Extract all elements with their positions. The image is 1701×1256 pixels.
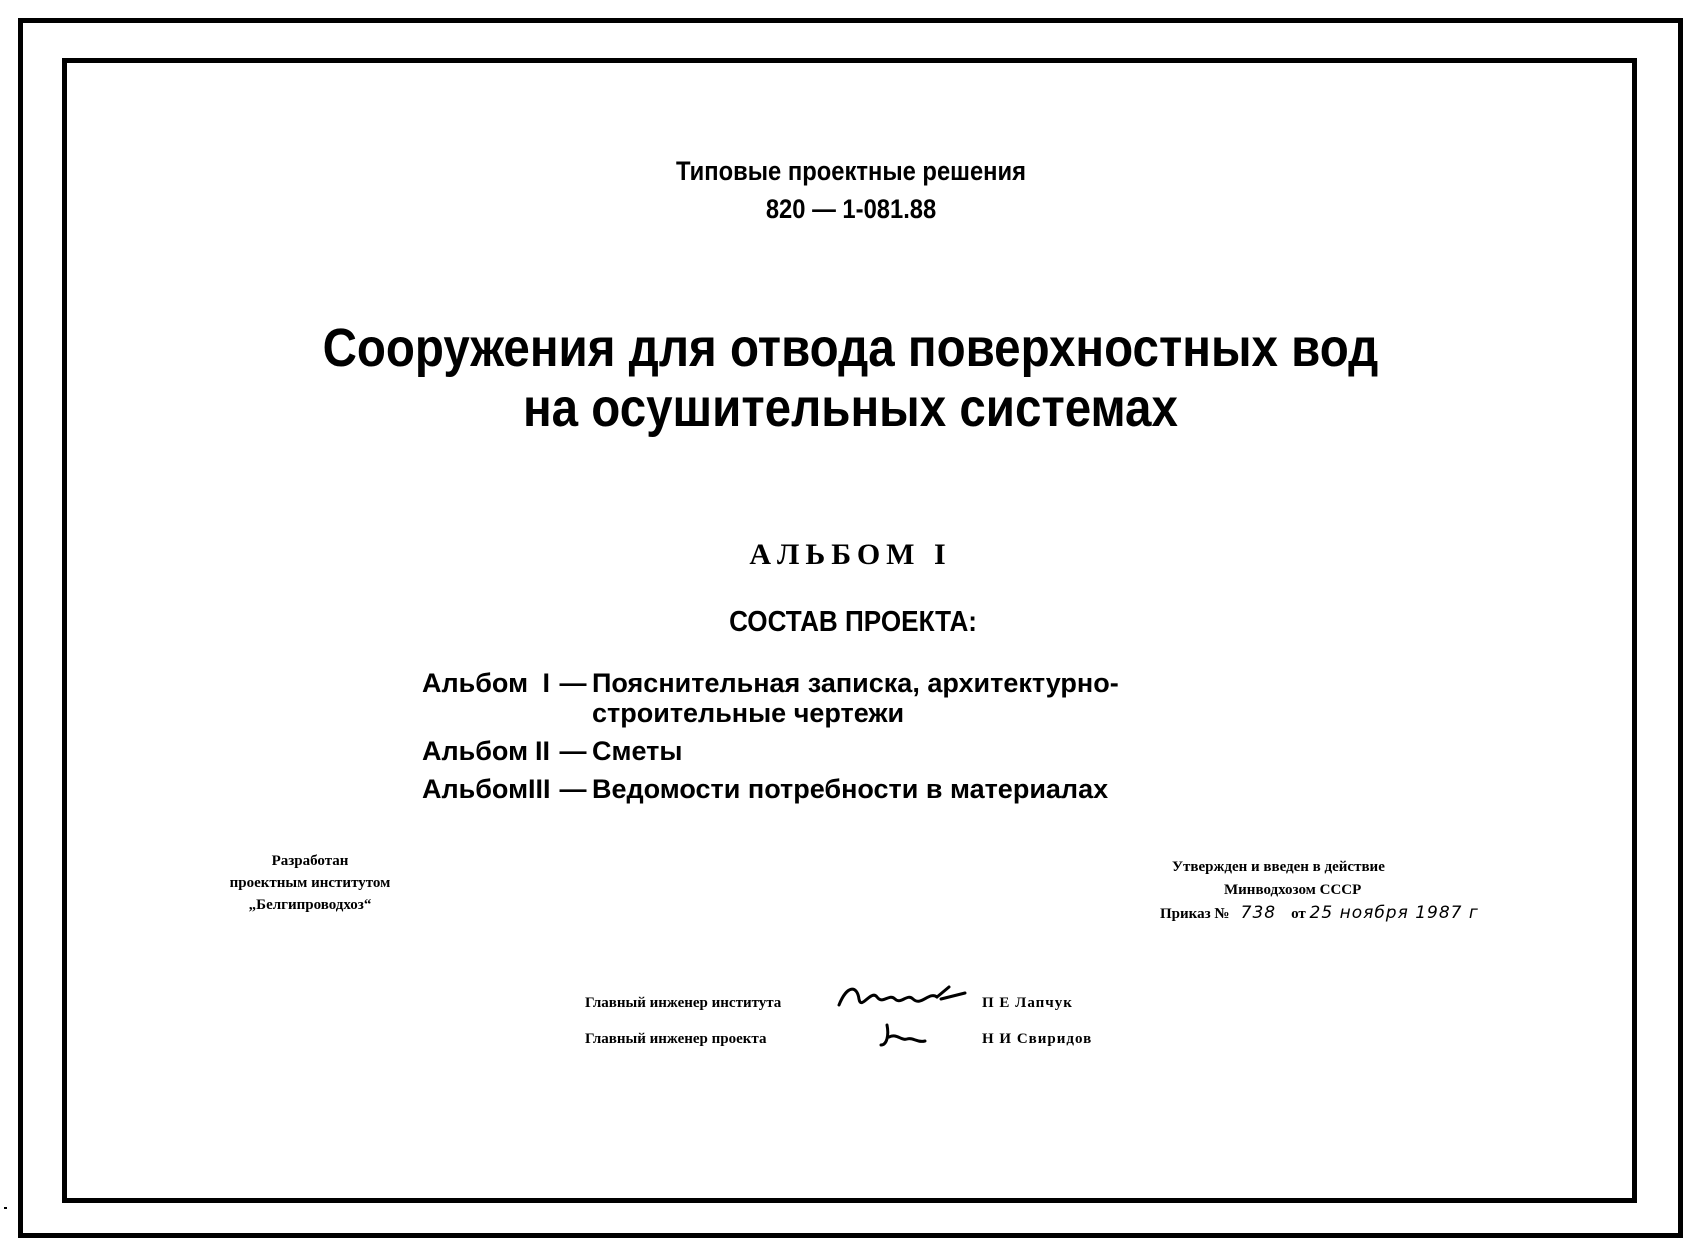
date-value: 25 ноября 1987 г [1309,903,1479,923]
developer-block [190,850,430,916]
composition-heading: СОСТАВ ПРОЕКТА: [729,606,977,638]
approval-block [1160,856,1520,926]
approval-order-line [1160,902,1520,926]
signature-block [585,985,1092,1057]
album-list [422,668,1312,812]
album-description: Пояснительная записка, архитектурно-строительные чертежи [592,668,1119,728]
series-label: Типовые проектные решения [676,156,1027,186]
album-label: Альбом [422,774,529,804]
album-number: I [542,668,550,698]
signature-row-2 [585,1021,1092,1057]
album-number: III [528,774,551,804]
title-line-1: Сооружения для отвода поверхностных вод [322,318,1379,378]
album-label: Альбом [422,736,529,766]
developer-line-3: „Белгипроводхоз“ [248,897,372,913]
album-description: Ведомости потребности в материалах [592,774,1109,804]
album-number: II [534,736,550,766]
signature-title: Главный инженер института [585,994,782,1011]
signature-name: П Е Лапчук [982,994,1073,1011]
album-row-1 [422,668,1312,728]
album-row-2 [422,736,1312,766]
approval-line-1: Утвержден и введен в действие [1172,859,1385,875]
scan-speck [4,1207,7,1209]
order-label: Приказ № [1160,906,1230,922]
document-title [102,318,1599,438]
album-description: Сметы [592,736,683,766]
date-label: от [1291,906,1306,922]
approval-line-2: Минводхозом СССР [1224,882,1362,898]
order-number: 738 [1240,903,1277,923]
developer-line-1: Разработан [271,853,349,869]
title-line-2: на осушительных системах [522,378,1178,438]
series-code: 820 — 1-081.88 [765,194,937,224]
album-row-3 [422,774,1312,804]
album-dash: — [559,736,587,766]
series-header [103,152,1600,228]
signature-name: Н И Свиридов [982,1030,1093,1047]
album-label: Альбом [422,668,529,698]
album-dash: — [559,774,587,804]
developer-line-2: проектным институтом [229,875,391,891]
album-heading: АЛЬБОМ I [749,538,952,571]
handwritten-signature-icon [837,1023,982,1055]
signature-title: Главный инженер проекта [585,1030,767,1047]
album-dash: — [559,668,587,698]
